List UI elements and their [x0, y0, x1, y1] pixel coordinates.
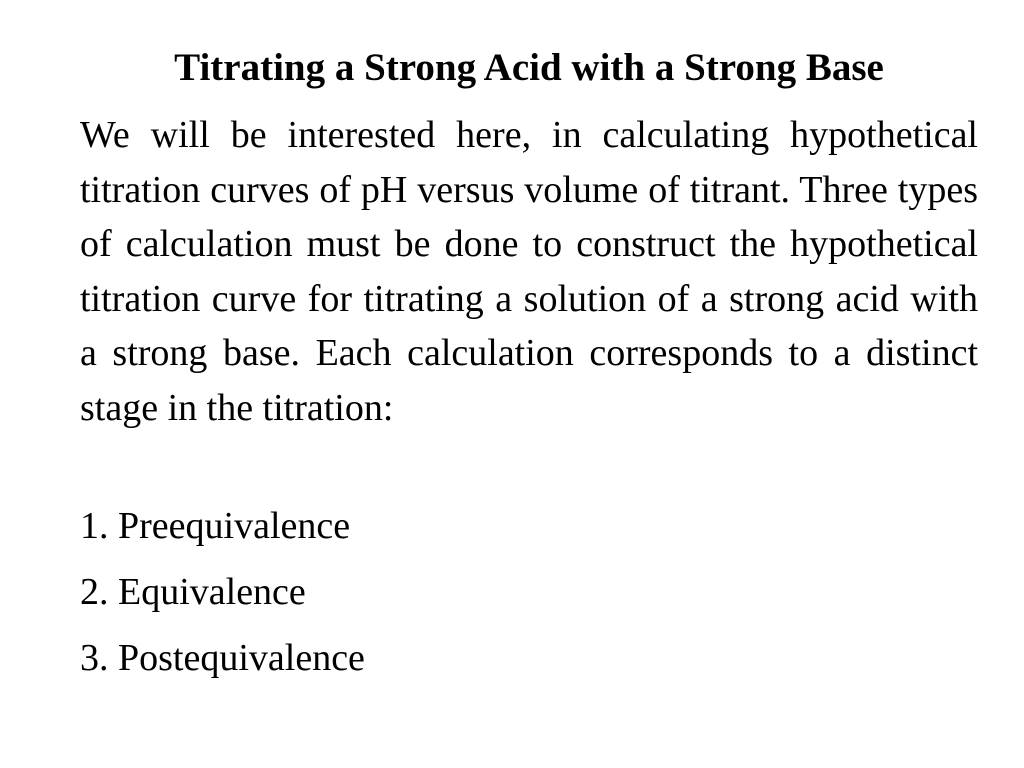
list-item-postequivalence: 3. Postequivalence	[80, 637, 365, 679]
list-item-equivalence: 2. Equivalence	[80, 571, 306, 613]
list-item-preequivalence: 1. Preequivalence	[80, 505, 351, 547]
slide-title: Titrating a Strong Acid with a Strong Base	[174, 46, 884, 89]
stage-list	[80, 502, 980, 700]
body-paragraph: We will be interested here, in calculating hypothetical titration curves of pH versus volume of titrant. Three types of calculation must be done to construct the hypothetical titration curve for titrating a solution of a strong acid with a strong base. Each calculation corresponds to a distinct stage in the titration:	[80, 114, 978, 429]
